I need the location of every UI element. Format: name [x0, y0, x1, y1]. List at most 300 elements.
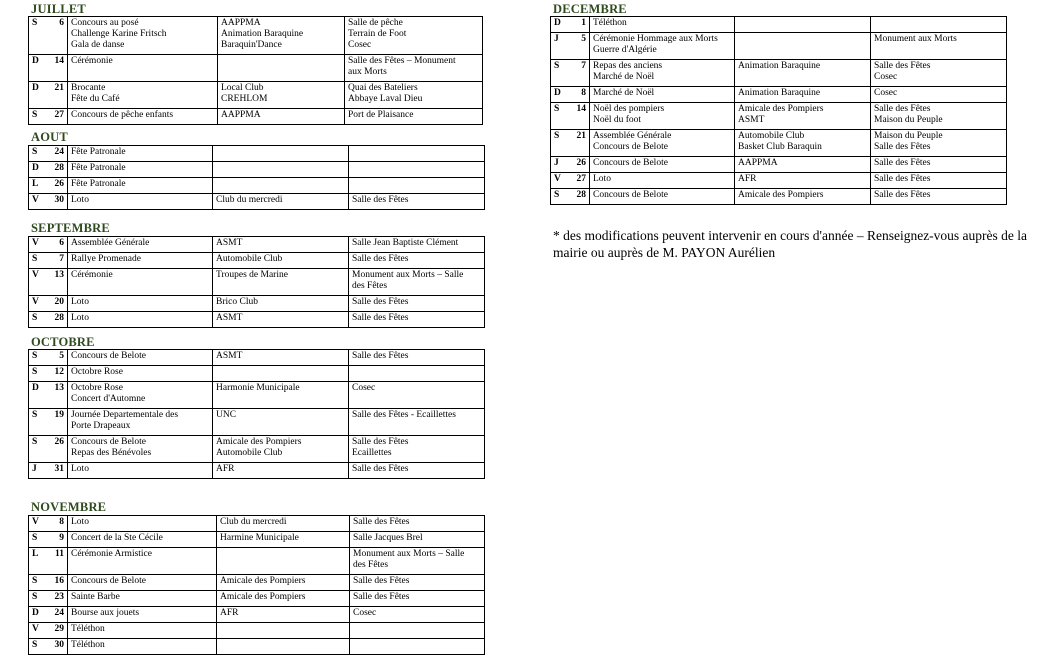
event-cell-line: Fête Patronale [71, 147, 126, 157]
organizer-cell [217, 591, 350, 607]
event-cell-line: Concours de Belote [71, 351, 146, 361]
venue-cell [871, 103, 1007, 130]
event-cell [68, 269, 213, 296]
organizer-cell [735, 173, 871, 189]
organizer-cell-line: Automobile Club [216, 448, 283, 458]
organizer-cell [735, 17, 871, 33]
venue-cell [349, 253, 485, 269]
event-cell-line: Fête Patronale [71, 179, 126, 189]
venue-cell-line: Salle des Fêtes [352, 313, 409, 323]
venue-cell [349, 409, 485, 436]
event-cell-line: Octobre Rose [71, 383, 123, 393]
organizer-cell [735, 130, 871, 157]
event-cell-line: Téléthon [593, 18, 627, 28]
event-cell [68, 382, 213, 409]
event-row [29, 82, 483, 109]
disclaimer-note: * des modifications peuvent intervenir en cours d'année – Renseignez-vous auprès de la mairie ou auprès de M. PAYON Aurélien [553, 228, 1028, 260]
date-cell: 19 [43, 409, 68, 436]
event-cell [68, 17, 218, 55]
weekday-cell: L [29, 548, 43, 575]
venue-cell-line: Salle des Fêtes [353, 576, 410, 586]
weekday-cell: S [29, 575, 43, 591]
organizer-cell [213, 296, 349, 312]
weekday-cell: D [551, 17, 565, 33]
date-cell: 16 [43, 575, 68, 591]
event-row [29, 312, 485, 328]
event-row [551, 103, 1007, 130]
organizer-cell-line: AAPPMA [738, 158, 778, 168]
event-row [29, 639, 485, 655]
event-cell-line: Brocante [71, 83, 106, 93]
event-cell [68, 463, 213, 479]
organizer-cell-line: ASMT [738, 115, 765, 125]
venue-cell-line: Salle des Fêtes [874, 142, 931, 152]
event-cell [68, 296, 213, 312]
event-row [29, 409, 485, 436]
organizer-cell [735, 189, 871, 205]
organizer-cell-line: AFR [738, 174, 757, 184]
event-cell-line: Repas des Bénévoles [71, 448, 152, 458]
event-row [551, 87, 1007, 103]
event-row [551, 60, 1007, 87]
venue-cell-line: Salle des Fêtes [352, 254, 409, 264]
organizer-cell-line: Harmonie Municipale [216, 383, 300, 393]
organizer-cell [735, 103, 871, 130]
venue-cell-line: Salle des Fêtes [353, 517, 410, 527]
event-cell-line: Concours de Belote [593, 158, 668, 168]
weekday-cell: J [551, 157, 565, 173]
venue-cell-line: Salle des Fêtes – Monument [348, 56, 456, 66]
venue-cell [349, 178, 485, 194]
venue-cell [349, 436, 485, 463]
event-cell-line: Concours de Belote [593, 190, 668, 200]
date-cell: 6 [43, 237, 68, 253]
weekday-cell: S [29, 366, 43, 382]
weekday-cell: S [29, 146, 43, 162]
organizer-cell [217, 516, 350, 532]
date-cell: 28 [43, 162, 68, 178]
venue-cell [349, 296, 485, 312]
venue-cell-line: Salle des Fêtes [874, 104, 931, 114]
organizer-cell [213, 366, 349, 382]
venue-cell [871, 60, 1007, 87]
organizer-cell [217, 532, 350, 548]
event-row [551, 130, 1007, 157]
date-cell: 7 [43, 253, 68, 269]
event-cell-line: Rallye Promenade [71, 254, 141, 264]
month-title-septembre: SEPTEMBRE [31, 221, 110, 235]
event-row [551, 17, 1007, 33]
venue-cell [345, 109, 483, 125]
venue-cell [350, 623, 485, 639]
organizer-cell [218, 17, 345, 55]
event-cell [68, 436, 213, 463]
date-cell: 24 [43, 146, 68, 162]
event-cell [590, 60, 735, 87]
venue-cell [345, 55, 483, 82]
event-row [29, 55, 483, 82]
venue-cell-line: Quai des Bateliers [348, 83, 418, 93]
event-cell-line: Loto [71, 517, 89, 527]
event-row [29, 607, 485, 623]
event-row [29, 162, 485, 178]
organizer-cell-line: Automobile Club [216, 254, 283, 264]
venue-cell [350, 607, 485, 623]
event-cell [68, 548, 217, 575]
venue-cell [349, 162, 485, 178]
event-row [29, 17, 483, 55]
organizer-cell-line: Basket Club Baraquin [738, 142, 822, 152]
organizer-cell [213, 194, 349, 210]
event-cell-line: Téléthon [71, 640, 105, 650]
venue-cell [349, 382, 485, 409]
event-cell-line: Cérémonie Armistice [71, 549, 152, 559]
event-cell [68, 532, 217, 548]
event-cell-line: Marché de Noël [593, 88, 655, 98]
event-row [29, 532, 485, 548]
venue-cell [350, 639, 485, 655]
weekday-cell: S [29, 17, 43, 55]
organizer-cell [735, 60, 871, 87]
event-row [29, 350, 485, 366]
event-cell [68, 82, 218, 109]
organizer-cell [217, 639, 350, 655]
calendar-table-aout [28, 145, 485, 210]
date-cell: 26 [43, 178, 68, 194]
venue-cell [349, 146, 485, 162]
event-cell [68, 591, 217, 607]
weekday-cell: D [29, 607, 43, 623]
date-cell: 23 [43, 591, 68, 607]
weekday-cell: V [29, 194, 43, 210]
event-row [29, 575, 485, 591]
event-cell [68, 146, 213, 162]
weekday-cell: D [29, 162, 43, 178]
event-cell [590, 33, 735, 60]
organizer-cell [217, 575, 350, 591]
organizer-cell [213, 269, 349, 296]
calendar-table-septembre [28, 236, 485, 328]
weekday-cell: D [29, 55, 43, 82]
weekday-cell: V [29, 296, 43, 312]
event-row [29, 146, 485, 162]
organizer-cell-line: ASMT [216, 351, 243, 361]
event-row [29, 436, 485, 463]
weekday-cell: V [551, 173, 565, 189]
venue-cell [350, 532, 485, 548]
event-cell [68, 253, 213, 269]
date-cell: 28 [43, 312, 68, 328]
event-cell [590, 87, 735, 103]
event-cell-line: Concert de la Ste Cécile [71, 533, 163, 543]
event-cell-line: Loto [71, 297, 89, 307]
venue-cell [349, 194, 485, 210]
event-cell [68, 109, 218, 125]
event-cell [68, 639, 217, 655]
weekday-cell: V [29, 237, 43, 253]
organizer-cell-line: Amicale des Pompiers [738, 104, 824, 114]
event-cell-line: Sainte Barbe [71, 592, 120, 602]
organizer-cell-line: AAPPMA [221, 18, 261, 28]
venue-cell [349, 463, 485, 479]
date-cell: 13 [43, 382, 68, 409]
event-row [551, 173, 1007, 189]
date-cell: 21 [43, 82, 68, 109]
event-cell [590, 189, 735, 205]
venue-cell-line: Maison du Peuple [874, 115, 943, 125]
weekday-cell: D [551, 87, 565, 103]
event-row [29, 269, 485, 296]
event-cell [68, 575, 217, 591]
weekday-cell: S [29, 253, 43, 269]
event-cell [68, 366, 213, 382]
venue-cell-line: Salle des Fêtes [874, 158, 931, 168]
weekday-cell: V [29, 269, 43, 296]
date-cell: 31 [43, 463, 68, 479]
event-cell-line: Cérémonie [71, 56, 113, 66]
date-cell: 14 [43, 55, 68, 82]
event-cell-line: Fête Patronale [71, 163, 126, 173]
date-cell: 30 [43, 639, 68, 655]
event-cell [68, 516, 217, 532]
venue-cell-line: Cosec [352, 383, 376, 393]
weekday-cell: J [551, 33, 565, 60]
venue-cell-line: Salle Jean Baptiste Clément [352, 238, 459, 248]
event-cell-line: Concours au posé [71, 18, 139, 28]
organizer-cell [218, 55, 345, 82]
venue-cell-line: Ecaillettes [352, 448, 392, 458]
date-cell: 28 [565, 189, 590, 205]
weekday-cell: S [29, 639, 43, 655]
event-row [29, 516, 485, 532]
event-cell-line: Noël du foot [593, 115, 642, 125]
event-cell [590, 173, 735, 189]
date-cell: 24 [43, 607, 68, 623]
organizer-cell [735, 87, 871, 103]
event-row [29, 296, 485, 312]
date-cell: 20 [43, 296, 68, 312]
organizer-cell-line: Animation Baraquine [221, 29, 304, 39]
event-cell-line: Guerre d'Algérie [593, 45, 657, 55]
event-cell-line: Bourse aux jouets [71, 608, 140, 618]
venue-cell-line: Salle des Fêtes [874, 190, 931, 200]
event-cell-line: Journée Departementale des [71, 410, 179, 420]
date-cell: 8 [43, 516, 68, 532]
organizer-cell-line: UNC [216, 410, 237, 420]
organizer-cell-line: Amicale des Pompiers [220, 576, 306, 586]
event-cell-line: Cérémonie [71, 270, 113, 280]
event-cell [68, 237, 213, 253]
event-cell [68, 607, 217, 623]
date-cell: 5 [565, 33, 590, 60]
event-row [29, 366, 485, 382]
organizer-cell [218, 82, 345, 109]
event-row [551, 189, 1007, 205]
event-cell [590, 157, 735, 173]
event-cell [68, 312, 213, 328]
date-cell: 6 [43, 17, 68, 55]
month-title-juillet: JUILLET [31, 2, 86, 16]
venue-cell [350, 575, 485, 591]
event-row [29, 548, 485, 575]
venue-cell [345, 82, 483, 109]
venue-cell [871, 17, 1007, 33]
weekday-cell: S [29, 436, 43, 463]
event-cell [68, 55, 218, 82]
venue-cell-line: Terrain de Foot [348, 29, 407, 39]
event-cell-line: Concours de Belote [593, 142, 668, 152]
organizer-cell-line: Animation Baraquine [738, 61, 821, 71]
event-cell [68, 623, 217, 639]
month-title-aout: AOUT [31, 130, 68, 144]
date-cell: 26 [43, 436, 68, 463]
event-cell-line: Marché de Noël [593, 72, 655, 82]
date-cell: 8 [565, 87, 590, 103]
venue-cell [349, 269, 485, 296]
venue-cell-line: Salle des Fêtes [352, 351, 409, 361]
venue-cell-line: Salle de pêche [348, 18, 403, 28]
venue-cell [349, 312, 485, 328]
organizer-cell [213, 463, 349, 479]
venue-cell-line: Maison du Peuple [874, 131, 943, 141]
event-cell [590, 17, 735, 33]
organizer-cell [213, 237, 349, 253]
event-cell [68, 350, 213, 366]
organizer-cell-line: ASMT [216, 313, 243, 323]
venue-cell [350, 516, 485, 532]
organizer-cell-line: Automobile Club [738, 131, 805, 141]
organizer-cell-line: ASMT [216, 238, 243, 248]
weekday-cell: L [29, 178, 43, 194]
event-cell-line: Porte Drapeaux [71, 421, 131, 431]
date-cell: 13 [43, 269, 68, 296]
weekday-cell: V [29, 623, 43, 639]
calendar-table-decembre [550, 16, 1007, 205]
venue-cell [349, 350, 485, 366]
date-cell: 29 [43, 623, 68, 639]
event-row [29, 178, 485, 194]
date-cell: 12 [43, 366, 68, 382]
weekday-cell: J [29, 463, 43, 479]
event-cell-line: Challenge Karine Fritsch [71, 29, 167, 39]
venue-cell [871, 173, 1007, 189]
weekday-cell: S [29, 312, 43, 328]
weekday-cell: S [551, 60, 565, 87]
venue-cell-line: Cosec [874, 88, 898, 98]
weekday-cell: S [29, 350, 43, 366]
date-cell: 30 [43, 194, 68, 210]
weekday-cell: S [29, 532, 43, 548]
date-cell: 27 [43, 109, 68, 125]
venue-cell-line: Monument aux Morts [874, 34, 957, 44]
date-cell: 21 [565, 130, 590, 157]
venue-cell-line: Salle des Fêtes [352, 195, 409, 205]
organizer-cell [213, 146, 349, 162]
event-row [551, 33, 1007, 60]
venue-cell [350, 591, 485, 607]
event-cell [68, 194, 213, 210]
organizer-cell-line: Local Club [221, 83, 264, 93]
event-cell-line: Cérémonie Hommage aux Morts [593, 34, 718, 44]
venue-cell-line: aux Morts [348, 67, 387, 77]
venue-cell [871, 87, 1007, 103]
event-row [29, 194, 485, 210]
weekday-cell: S [29, 409, 43, 436]
organizer-cell-line: Harmine Municipale [220, 533, 299, 543]
event-cell-line: Concours de Belote [71, 437, 146, 447]
event-cell-line: Téléthon [71, 624, 105, 634]
event-row [29, 109, 483, 125]
date-cell: 7 [565, 60, 590, 87]
event-cell-line: Noël des pompiers [593, 104, 665, 114]
event-cell [590, 103, 735, 130]
event-cell-line: Assemblée Générale [593, 131, 672, 141]
organizer-cell [213, 253, 349, 269]
date-cell: 9 [43, 532, 68, 548]
organizer-cell-line: Club du mercredi [220, 517, 287, 527]
event-row [551, 157, 1007, 173]
weekday-cell: S [29, 591, 43, 607]
venue-cell-line: Salle des Fêtes - Ecaillettes [352, 410, 456, 420]
organizer-cell-line: Amicale des Pompiers [216, 437, 302, 447]
organizer-cell [217, 548, 350, 575]
calendar-table-novembre [28, 515, 485, 655]
event-cell-line: Assemblée Générale [71, 238, 150, 248]
date-cell: 14 [565, 103, 590, 130]
venue-cell-line: Salle des Fêtes [874, 61, 931, 71]
event-row [29, 237, 485, 253]
event-cell [68, 178, 213, 194]
date-cell: 26 [565, 157, 590, 173]
venue-cell-line: Monument aux Morts – Salle [353, 549, 465, 559]
calendar-table-juillet [28, 16, 483, 125]
venue-cell-line: Salle Jacques Brel [353, 533, 423, 543]
month-title-decembre: DECEMBRE [553, 2, 627, 16]
organizer-cell-line: AFR [220, 608, 239, 618]
organizer-cell [735, 157, 871, 173]
organizer-cell [217, 623, 350, 639]
organizer-cell [213, 162, 349, 178]
event-row [29, 253, 485, 269]
weekday-cell: S [551, 103, 565, 130]
calendar-table-octobre [28, 349, 485, 479]
venue-cell-line: Salle des Fêtes [352, 437, 409, 447]
organizer-cell-line: Troupes de Marine [216, 270, 288, 280]
organizer-cell-line: AAPPMA [221, 110, 261, 120]
organizer-cell-line: Amicale des Pompiers [738, 190, 824, 200]
event-cell-line: Octobre Rose [71, 367, 123, 377]
organizer-cell [213, 350, 349, 366]
venue-cell-line: des Fêtes [353, 560, 389, 570]
date-cell: 11 [43, 548, 68, 575]
venue-cell-line: Salle des Fêtes [874, 174, 931, 184]
venue-cell-line: Abbaye Laval Dieu [348, 94, 423, 104]
event-row [29, 382, 485, 409]
venue-cell [871, 189, 1007, 205]
venue-cell-line: des Fêtes [352, 281, 388, 291]
organizer-cell-line: CREHLOM [221, 94, 268, 104]
date-cell: 5 [43, 350, 68, 366]
organizer-cell [213, 382, 349, 409]
venue-cell [350, 548, 485, 575]
event-cell-line: Concert d'Automne [71, 394, 146, 404]
event-cell [68, 409, 213, 436]
event-cell-line: Concours de Belote [71, 576, 146, 586]
organizer-cell [213, 312, 349, 328]
venue-cell-line: Cosec [874, 72, 898, 82]
event-row [29, 463, 485, 479]
venue-cell-line: Port de Plaisance [348, 110, 414, 120]
